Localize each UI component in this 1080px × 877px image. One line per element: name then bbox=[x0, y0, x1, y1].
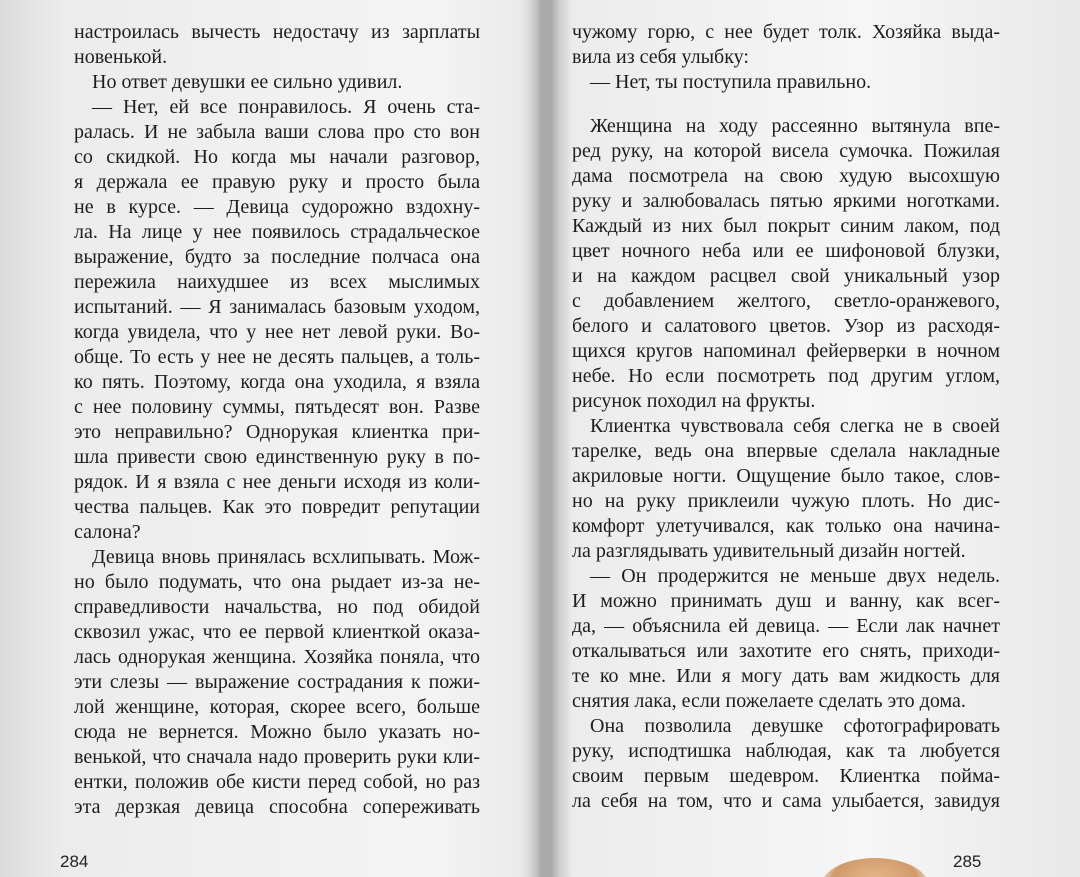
text-line: пережила наихудшее из всех мыслимых bbox=[74, 271, 480, 293]
text-line: рисунок походил на фрукты. bbox=[572, 390, 816, 412]
text-line: И можно принимать душ и ванну, как всег- bbox=[572, 590, 1000, 612]
text-line: сквозил ужас, что ее первой клиенткой оказа- bbox=[74, 621, 480, 643]
text-line: с нее половину суммы, пятьдесят вон. Разве bbox=[74, 396, 480, 418]
text-line: но на руку приклеили чужую плоть. Но дис- bbox=[572, 490, 1000, 512]
text-line: это неправильно? Однорукая клиентка при- bbox=[74, 421, 480, 443]
text-line: снятия лака, если пожелаете сделать это дома. bbox=[572, 690, 966, 712]
text-line: Женщина на ходу рассеянно вытянула впе- bbox=[590, 115, 1000, 137]
text-line: салона? bbox=[74, 521, 141, 543]
text-line: чества пальцев. Как это повредит репутации bbox=[74, 496, 480, 518]
text-line: да, — объяснила ей девица. — Если лак начнет bbox=[572, 615, 1000, 637]
text-line: небе. Но если посмотреть под другим углом, bbox=[572, 365, 1000, 387]
text-line: дама посмотрела на свою худую высохшую bbox=[572, 165, 1000, 187]
text-line: — Нет, ты поступила правильно. bbox=[590, 71, 872, 93]
text-line: с добавлением желтого, светло-оранжевого, bbox=[572, 290, 1000, 312]
text-line: те ко мне. Или я могу дать вам жидкость для bbox=[572, 665, 1000, 687]
text-line: выражение, будто за последние полчаса она bbox=[74, 246, 480, 268]
text-line: Девица вновь принялась всхлипывать. Мож- bbox=[92, 546, 480, 568]
text-line: акриловые ногти. Ощущение было такое, слов- bbox=[572, 465, 1000, 487]
text-line: своим первым шедевром. Клиентка пойма- bbox=[572, 765, 1000, 787]
text-line: ралась. И не забыла ваши слова про сто вон bbox=[74, 121, 480, 143]
text-line: настроилась вычесть недостачу из зарплаты bbox=[74, 21, 480, 43]
text-line: ла разглядывать удивительный дизайн ногтей. bbox=[572, 540, 966, 562]
right-page-number: 285 bbox=[953, 852, 982, 871]
text-line: и на каждом расцвел свой уникальный узор bbox=[572, 265, 1000, 287]
text-line: комфорт улетучивался, как только она начина- bbox=[572, 515, 1000, 537]
text-line: я держала ее правую руку и просто была bbox=[74, 171, 480, 193]
text-line: рядок. И я взяла с нее деньги исходя из коли- bbox=[74, 471, 480, 493]
text-line: ред руку, на которой висела сумочка. Пожилая bbox=[572, 140, 1000, 162]
text-line: тарелке, ведь она впервые сделала накладные bbox=[572, 440, 1000, 462]
text-line: ентки, положив обе кисти перед собой, но раз bbox=[74, 771, 480, 793]
text-line: вила из себя улыбку: bbox=[572, 46, 749, 68]
text-line: ла себя на том, что и сама улыбается, завидуя bbox=[572, 790, 1000, 812]
text-line: цвет ночного неба или ее шифоновой блузки, bbox=[572, 240, 1000, 262]
text-line: щихся кругов напоминал фейерверки в ночном bbox=[572, 340, 1000, 362]
right-page-text bbox=[572, 20, 1000, 814]
text-line: испытаний. — Я занималась базовым уходом, bbox=[74, 296, 480, 318]
text-line: сюда не вернется. Можно было указать но- bbox=[74, 721, 480, 743]
text-line: лась однорукая женщина. Хозяйка поняла, что bbox=[74, 646, 480, 668]
text-line: но было подумать, что она рыдает из-за не- bbox=[74, 571, 480, 593]
text-line: обще. То есть у нее не десять пальцев, а толь- bbox=[74, 346, 480, 368]
text-line: Клиентка чувствовала себя слегка не в своей bbox=[590, 415, 1000, 437]
text-line: руку, исподтишка наблюдая, как та любуется bbox=[572, 740, 1000, 762]
text-line: Но ответ девушки ее сильно удивил. bbox=[92, 71, 403, 93]
text-line: — Нет, ей все понравилось. Я очень ста- bbox=[92, 96, 480, 118]
left-page-number: 284 bbox=[60, 852, 89, 871]
left-page-text bbox=[74, 20, 480, 820]
text-line: ла. На лице у нее появилось страдальческое bbox=[74, 221, 480, 243]
text-line: Она позволила девушке сфотографировать bbox=[590, 715, 1000, 737]
text-line: Каждый из них был покрыт синим лаком, под bbox=[572, 215, 1000, 237]
text-line: эти слезы — выражение сострадания к пожи- bbox=[74, 671, 480, 693]
text-line: венькой, что сначала надо проверить руки кли- bbox=[74, 746, 480, 768]
text-line: эта дерзкая девица способна сопереживать bbox=[74, 796, 480, 818]
text-line: чужому горю, с нее будет толк. Хозяйка выда- bbox=[572, 21, 1000, 43]
text-line: — Он продержится не меньше двух недель. bbox=[590, 565, 1000, 587]
text-line: лой женщине, которая, скорее всего, больше bbox=[74, 696, 480, 718]
text-line: когда увидела, что у нее нет левой руки. Во- bbox=[74, 321, 480, 343]
text-line: руку и залюбовалась пятью яркими ноготками. bbox=[572, 190, 1000, 212]
text-line: откалываться или захотите его снять, приходи- bbox=[572, 640, 1000, 662]
text-line: новенькой. bbox=[74, 46, 168, 68]
blank-line bbox=[572, 95, 1000, 114]
text-line: не в курсе. — Девица судорожно вздохну- bbox=[74, 196, 480, 218]
text-line: со скидкой. Но когда мы начали разговор, bbox=[74, 146, 480, 168]
text-line: ко пять. Поэтому, когда она уходила, я взяла bbox=[74, 371, 480, 393]
text-line: шла привести свою единственную руку в по- bbox=[74, 446, 480, 468]
text-line: белого и салатового цветов. Узор из расходя- bbox=[572, 315, 1000, 337]
right-page bbox=[540, 0, 1080, 877]
text-line: справедливости начальства, но под обидой bbox=[74, 596, 480, 618]
